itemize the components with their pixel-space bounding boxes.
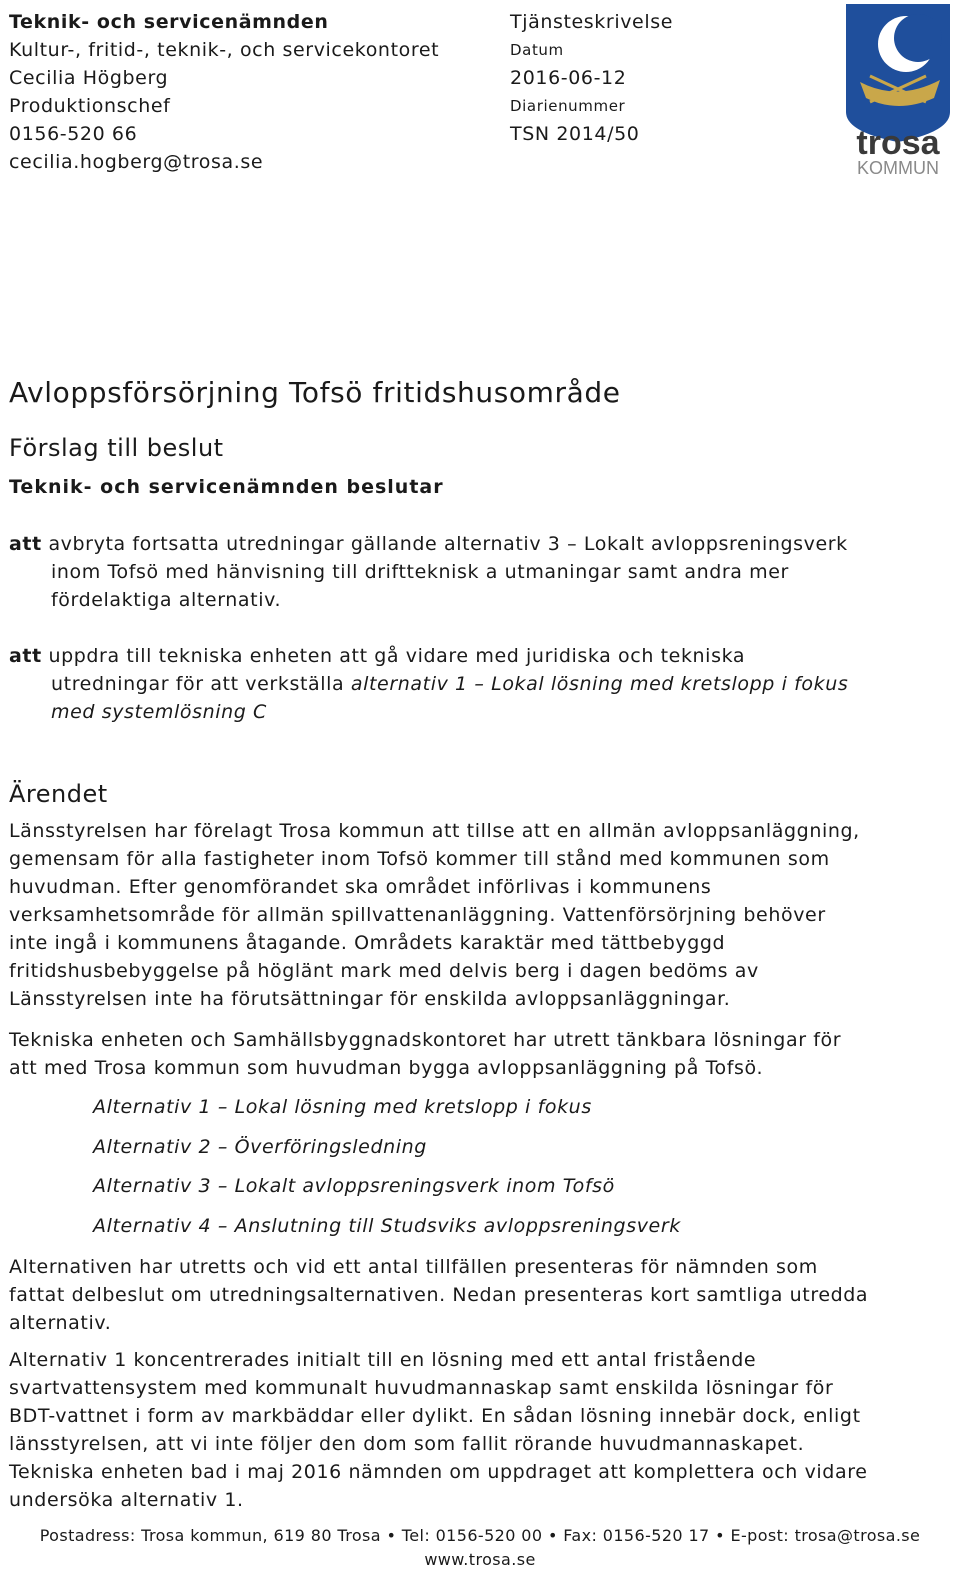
alternative-3: Alternativ 3 – Lokalt avloppsreningsverk inom Tofsö: [93, 1175, 615, 1197]
case-paragraph-3: Alternativen har utretts och vid ett antal tillfällen presenteras för nämnden som fattat delbeslut om utredningsalternativen. Nedan presenteras kort samtliga utredda alternativ.: [9, 1256, 869, 1334]
author-email[interactable]: cecilia.hogberg@trosa.se: [9, 151, 264, 173]
author-name: Cecilia Högberg: [9, 67, 169, 89]
footer-contact: Postadress: Trosa kommun, 619 80 Trosa • Tel: 0156-520 00 • Fax: 0156-520 17 • E-post: trosa@trosa.se: [39, 1526, 921, 1545]
alternative-1: Alternativ 1 – Lokal lösning med kretslopp i fokus: [93, 1096, 592, 1118]
document-type: Tjänsteskrivelse: [510, 11, 674, 33]
author-phone: 0156-520 66: [9, 123, 138, 145]
diary-number: TSN 2014/50: [510, 123, 640, 145]
footer-website[interactable]: www.trosa.se: [424, 1550, 536, 1569]
trosa-kommun-logo: [840, 2, 956, 178]
date-label: Datum: [510, 41, 564, 59]
decision-point-2-plain: utredningar för att verkställa: [51, 673, 351, 695]
decision-point-2-rest: [9, 670, 859, 726]
diary-label: Diarienummer: [510, 97, 626, 115]
document-meta: [510, 8, 673, 148]
decision-intro: Teknik- och servicenämnden beslutar: [9, 476, 444, 498]
case-paragraph-4: Alternativ 1 koncentrerades initialt till en lösning med ett antal fristående svartvattensystem med kommunalt huvudmannaskap samt enskilda lösningar för BDT-vattnet i form av markbäddar eller dylikt. En sådan lösning innebär dock, enligt länsstyrelsen, att vi inte följer den dom som fallit rörande huvudmannaskapet. Tekniska enheten bad i maj 2016 nämnden om uppdraget att komplettera och vidare undersöka alternativ 1.: [9, 1349, 868, 1511]
case-heading: Ärendet: [9, 780, 108, 808]
page-footer: [0, 1524, 960, 1572]
office-name: Kultur-, fritid-, teknik-, och servicekontoret: [9, 39, 440, 61]
document-date: 2016-06-12: [510, 67, 627, 89]
case-paragraph-1: Länsstyrelsen har förelagt Trosa kommun att tillse att en allmän avloppsanläggning, gemensam för alla fastigheter inom Tofsö kommer till stånd med kommunen som huvudman. Efter genomförandet ska området införlivas i kommunens verksamhetsområde för allmän spillvattenanläggning. Vattenförsörjning behöver inte ingå i kommunens åtagande. Områdets karaktär med tättbebyggd fritidshusbebyggelse på höglänt mark med delvis berg i dagen bedöms av Länsstyrelsen inte ha förutsättningar för enskilda avloppsanläggningar.: [9, 820, 860, 1010]
alternative-4: Alternativ 4 – Anslutning till Studsviks avloppsreningsverk: [93, 1215, 681, 1237]
decision-point-2: [9, 642, 859, 726]
proposal-heading: Förslag till beslut: [9, 434, 224, 462]
decision-point-1-line1: avbryta fortsatta utredningar gällande alternativ 3 – Lokalt avloppsreningsverk: [48, 533, 848, 555]
sender-block: [9, 8, 439, 176]
document-title: Avloppsförsörjning Tofsö fritidshusområde: [9, 376, 621, 409]
decision-point-1: [9, 530, 859, 614]
decision-point-2-italic: alternativ 1 – Lokal lösning med kretslopp i fokus med systemlösning C: [51, 673, 849, 723]
org-name: Teknik- och servicenämnden: [9, 11, 329, 33]
logo-wordmark: trosa: [856, 124, 940, 162]
author-role: Produktionschef: [9, 95, 171, 117]
decision-point-2-line1: uppdra till tekniska enheten att gå vidare med juridiska och tekniska: [48, 645, 746, 667]
case-paragraph-2: Tekniska enheten och Samhällsbyggnadskontoret har utrett tänkbara lösningar för att med Trosa kommun som huvudman bygga avloppsanläggning på Tofsö.: [9, 1029, 842, 1079]
att-keyword: att: [9, 645, 42, 667]
alternative-2: Alternativ 2 – Överföringsledning: [93, 1136, 427, 1158]
logo-subtext: KOMMUN: [857, 158, 939, 178]
att-keyword: att: [9, 533, 42, 555]
decision-point-1-rest: inom Tofsö med hänvisning till driftteknisk a utmaningar samt andra mer fördelaktiga alternativ.: [51, 561, 789, 611]
